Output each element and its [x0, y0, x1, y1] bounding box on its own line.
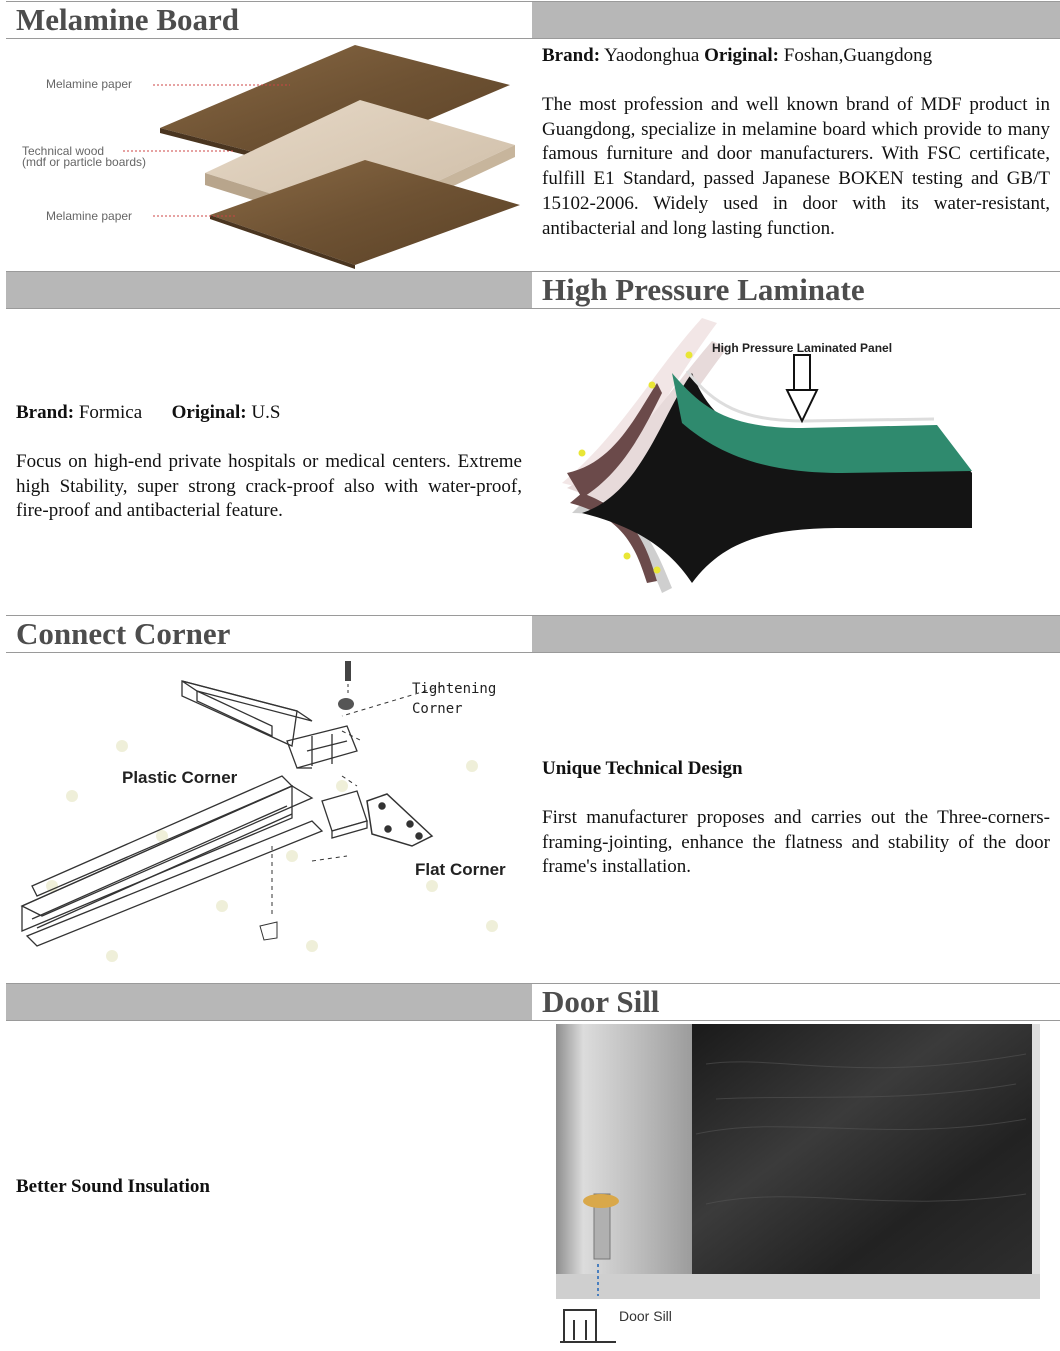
corner-header-right: [532, 615, 1060, 653]
hpl-header-right: [532, 271, 1060, 309]
corner-header-left: [6, 615, 532, 653]
label-flat-corner: Flat Corner: [415, 860, 506, 879]
sill-subtitle: Better Sound Insulation: [16, 1176, 210, 1197]
brand-value: Formica: [78, 402, 143, 423]
corner-description: First manufacturer proposes and carries out the Three-corners-framing-jointing, enhance the flatness and stability of the door frame's installation.: [542, 807, 1050, 878]
melamine-title: Melamine Board: [16, 2, 239, 37]
brand-label: Brand:: [16, 402, 75, 423]
sill-header-right: [532, 983, 1060, 1021]
hpl-panel-label: High Pressure Laminated Panel: [712, 341, 893, 355]
hpl-description: Focus on high-end private hospitals or medical centers. Extreme high Stability, super strong crack-proof also with water-proof, fire-proof and antibacterial feature.: [16, 451, 522, 522]
hpl-diagram: [542, 313, 978, 605]
label-tightening-1: Tightening: [412, 681, 497, 697]
sill-photo: [556, 1024, 1040, 1351]
brand-value: Yaodonghua: [604, 45, 700, 66]
original-value: U.S: [251, 402, 281, 423]
original-label: Original:: [704, 45, 780, 66]
original-value: Foshan,Guangdong: [783, 45, 933, 66]
label-mdf: (mdf or particle boards): [22, 155, 147, 169]
sill-text: [16, 1175, 522, 1199]
corner-text: [542, 757, 1050, 880]
hpl-title: High Pressure Laminate: [542, 272, 865, 307]
melamine-header-left: [6, 1, 532, 39]
label-technical-wood: Technical wood: [22, 144, 105, 158]
melamine-header-right: [532, 1, 1060, 39]
melamine-description: The most profession and well known brand of MDF product in Guangdong, specialize in melamine board which provide to many famous furniture and door manufacturers. With FSC certificate, fulfill E1 Standard, passed Japanese BOKEN testing and GB/T 15102-2006. Widely used in door with its water-resistant, antibacterial and long lasting function.: [542, 94, 1050, 239]
corner-title: Connect Corner: [16, 616, 231, 651]
sill-title: Door Sill: [542, 984, 660, 1019]
original-label: Original:: [171, 402, 247, 423]
hpl-brand-line: [16, 401, 522, 425]
label-tightening-2: Corner: [412, 701, 463, 717]
melamine-text: [542, 44, 1050, 241]
melamine-diagram: [10, 40, 530, 272]
hpl-header-left: [6, 271, 532, 309]
corner-diagram: [12, 656, 522, 982]
melamine-brand-line: [542, 44, 1050, 68]
brand-label: Brand:: [542, 45, 601, 66]
sill-image-label: Door Sill: [619, 1308, 672, 1324]
corner-subtitle: Unique Technical Design: [542, 758, 743, 779]
sill-header-left: [6, 983, 532, 1021]
label-melamine-paper-bottom: Melamine paper: [46, 209, 133, 223]
label-plastic-corner: Plastic Corner: [122, 768, 238, 787]
label-melamine-paper-top: Melamine paper: [46, 77, 133, 91]
hpl-text: [16, 401, 522, 524]
